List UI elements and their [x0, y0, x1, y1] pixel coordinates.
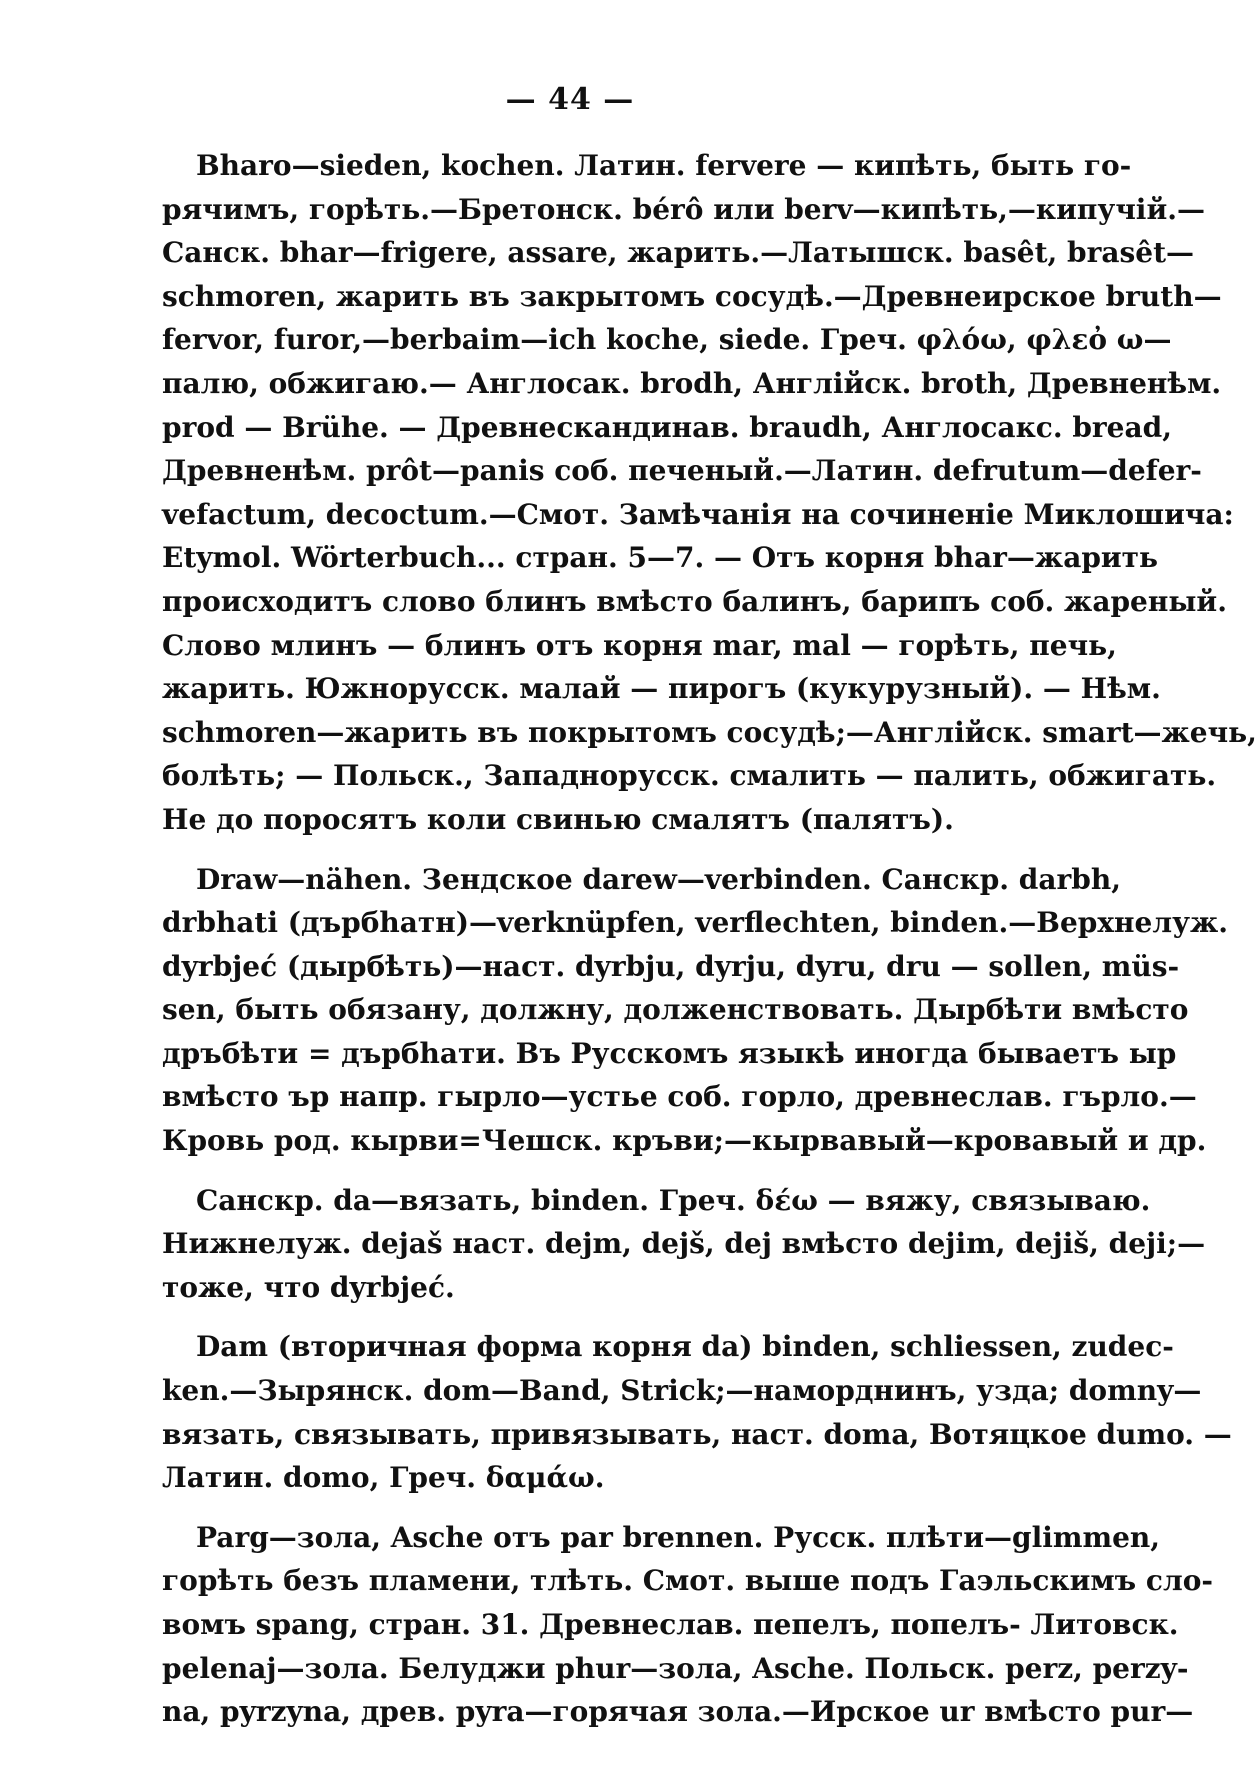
text-line: Санск. bhar—frigere, assare, жарить.—Латышск. basêt, brasêt—: [162, 236, 1195, 270]
text-line: Древненѣм. prôt—panis соб. печеный.—Латин. defrutum—defer-: [162, 454, 1202, 488]
text-line: Parg—зола, Asche отъ par brennen. Русск. плѣти—glimmen,: [196, 1520, 1161, 1554]
page-number: — 44 —: [505, 82, 635, 117]
text-line: горѣть безъ пламени, тлѣть. Смот. выше подъ Гаэльскимъ сло-: [162, 1564, 1213, 1598]
text-line: dyrbjeć (дырбѣть)—наст. dyrbju, dyrju, dyru, dru — sollen, müs-: [162, 949, 1180, 983]
text-line: pelenaj—зола. Белуджи phur—зола, Asche. Польск. perz, perzy-: [162, 1651, 1189, 1685]
text-line: палю, обжигаю.— Англосак. brodh, Англійск. broth, Древненѣм.: [162, 366, 1222, 400]
text-line: дръбѣти = дърбhати. Въ Русскомъ языкѣ иногда бываетъ ыр: [162, 1036, 1177, 1070]
text-line: Dam (вторичная форма корня da) binden, schliessen, zudec-: [196, 1330, 1174, 1364]
paragraph: [162, 858, 1229, 1163]
paragraph: [162, 1516, 1213, 1734]
text-line: ken.—Зырянск. dom—Band, Strick;—наморднинъ, узда; domny—: [162, 1374, 1202, 1408]
text-line: происходитъ слово блинъ вмѣсто балинъ, барипъ соб. жареный.: [162, 584, 1227, 618]
text-line: Bharo—sieden, kochen. Латин. fervere — кипѣть, быть го-: [196, 149, 1132, 182]
paragraph: [162, 1325, 1232, 1499]
text-line: Нижнелуж. dejaš наст. dejm, dejš, dej вмѣсто dejim, dejiš, deji;—: [162, 1227, 1206, 1261]
paragraph: [162, 1179, 1206, 1310]
text-line: Латин. domo, Греч. δαμάω.: [162, 1461, 605, 1495]
text-line: sen, быть обязану, должну, долженствовать. Дырбѣти вмѣсто: [162, 993, 1189, 1027]
text-line: жарить. Южнорусск. малай — пирогъ (кукурузный). — Нѣм.: [162, 672, 1161, 706]
text-line: schmoren—жарить въ покрытомъ сосудѣ;—Англійск. smart—жечь,: [162, 715, 1257, 749]
text-line: рячимъ, горѣть.—Бретонск. bérô или berv—кипѣть,—кипучiй.—: [162, 192, 1205, 226]
text-line: fervor, furor,—berbaim—ich koche, siede. Греч. φλόω, φλεὀ ω—: [162, 323, 1172, 357]
page-text: [162, 144, 1257, 1750]
text-line: Etymol. Wörterbuch... стран. 5—7. — Отъ корня bhar—жарить: [162, 541, 1159, 575]
text-line: Слово млинъ — блинъ отъ корня mar, mal — горѣть, печь,: [162, 628, 1117, 662]
text-line: вмѣсто ър напр. гырло—устье соб. горло, древнеслав. гърло.—: [162, 1080, 1197, 1114]
text-line: drbhati (дърбhатн)—verknüpfen, verflechten, binden.—Верхнелуж.: [162, 906, 1229, 940]
text-line: вомъ spang, стран. 31. Древнеслав. пепелъ, попелъ- Литовск.: [162, 1608, 1179, 1641]
paragraph: [162, 144, 1257, 842]
text-line: болѣть; — Польск., Западнорусск. смалить — палить, обжигать.: [162, 759, 1217, 793]
text-line: вязать, связывать, привязывать, наст. doma, Вотяцкое dumo. —: [162, 1417, 1232, 1451]
text-line: na, pyrzyna, древ. pyra—горячая зола.—Ирское ur вмѣсто pur—: [162, 1695, 1194, 1729]
text-line: Санскр. da—вязать, binden. Греч. δέω — вяжу, связываю.: [196, 1183, 1151, 1217]
text-line: тоже, что dyrbjeć.: [162, 1270, 455, 1304]
text-line: schmoren, жарить въ закрытомъ сосудѣ.—Древнеирское bruth—: [162, 279, 1222, 313]
text-line: vefactum, decoctum.—Смот. Замѣчанія на сочиненіе Миклошича:: [162, 497, 1234, 531]
text-line: Кровь род. кырви=Чешск. кръви;—кырвавый—кровавый и др.: [162, 1124, 1207, 1158]
text-line: Draw—nähen. Зендское darew—verbinden. Санскр. darbh,: [196, 862, 1121, 896]
text-line: Не до поросятъ коли свинью смалятъ (палятъ).: [162, 802, 954, 836]
text-line: prod — Brühe. — Древнескандинав. braudh, Англосакс. bread,: [162, 410, 1172, 444]
